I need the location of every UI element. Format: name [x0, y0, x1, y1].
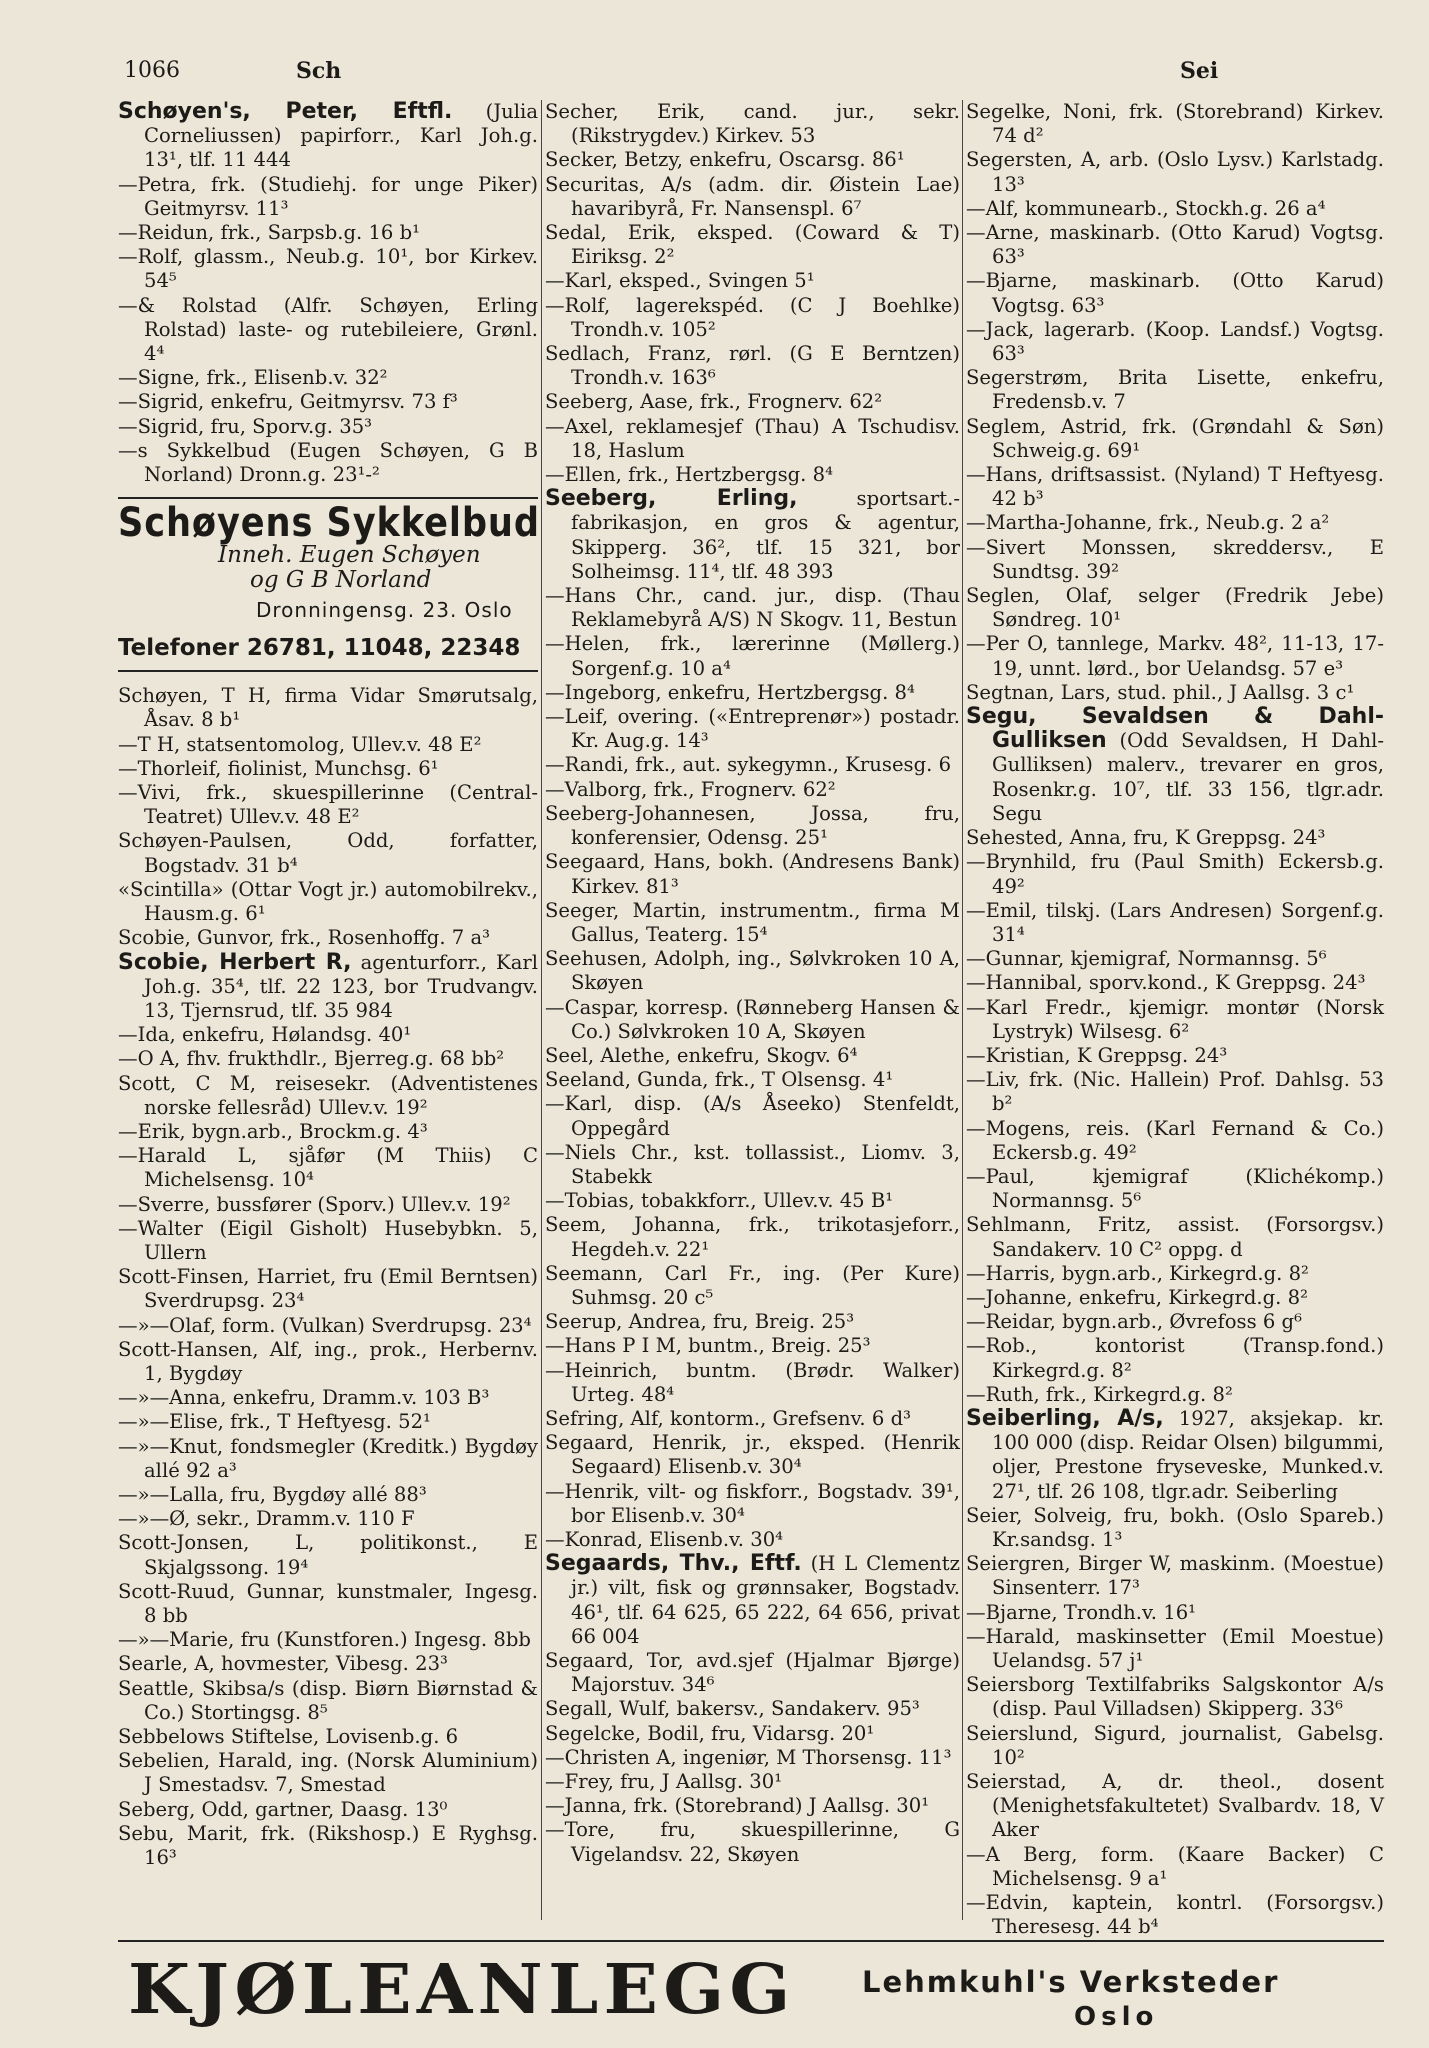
directory-entry: —»—Marie, fru (Kunstforen.) Ingesg. 8bb	[118, 1628, 531, 1652]
directory-entry: —»—Knut, fondsmegler (Kreditk.) Bygdøy allé 92 a³	[118, 1434, 538, 1482]
entry-heading: Segu, Sevaldsen & Dahl-Gulliksen	[966, 704, 1384, 754]
directory-entry: —Hans Chr., cand. jur., disp. (Thau Reklamebyrå A/S) N Skogv. 11, Bestun	[545, 584, 960, 632]
directory-entry: Seeberg, Erling, sportsart.-fabrikasjon, en gros & agentur, Skipperg. 36², tlf. 15 321, bor Solheimsg. 11⁴, tlf. 48 393	[545, 486, 960, 583]
directory-entry: —Reidun, frk., Sarpsb.g. 16 b¹	[118, 221, 421, 245]
directory-entry: Sedlach, Franz, rørl. (G E Berntzen) Trondh.v. 163⁶	[545, 342, 960, 390]
directory-entry: —Helen, frk., lærerinne (Møllerg.) Sorgenf.g. 10 a⁴	[545, 632, 960, 680]
directory-entry: Seier, Solveig, fru, bokh. (Oslo Spareb.) Kr.sandsg. 1³	[966, 1503, 1384, 1551]
kjoleanlegg-ad-heading: KJØLEANLEGG	[128, 1950, 796, 2030]
column-3	[966, 100, 1384, 1939]
directory-entry: Scott-Jonsen, L, politikonst., E Skjalgssong. 19⁴	[118, 1531, 538, 1579]
directory-entry: —»—Lalla, fru, Bygdøy allé 88³	[118, 1482, 427, 1506]
directory-entry: Schøyen-Paulsen, Odd, forfatter, Bogstadv. 31 b⁴	[118, 829, 538, 877]
ad-address: Dronningensg. 23. Oslo	[256, 597, 513, 622]
directory-entry: Seeberg-Johannesen, Jossa, fru, konferensier, Odensg. 25¹	[545, 801, 960, 850]
entry-heading: Schøyen's, Peter, Eftfl.	[118, 99, 453, 124]
directory-entry: Seierslund, Sigurd, journalist, Gabelsg. 10²	[966, 1721, 1384, 1769]
directory-entry: Seglen, Olaf, selger (Fredrik Jebe) Søndreg. 10¹	[966, 584, 1384, 632]
directory-entry: Seiergren, Birger W, maskinm. (Moestue) Sinsenterr. 17³	[966, 1552, 1384, 1600]
directory-entry: —Martha-Johanne, frk., Neub.g. 2 a²	[966, 511, 1330, 535]
directory-entry: Sehested, Anna, fru, K Greppsg. 24³	[966, 826, 1326, 850]
directory-entry: —Brynhild, fru (Paul Smith) Eckersb.g. 49²	[966, 850, 1384, 898]
directory-entry: Scott-Hansen, Alf, ing., prok., Herbernv. 1, Bygdøy	[118, 1337, 538, 1385]
ad-title: Schøyens Sykkelbud	[118, 500, 540, 547]
directory-entry: —Johanne, enkefru, Kirkegrd.g. 8²	[966, 1285, 1308, 1309]
directory-entry: Seierstad, A, dr. theol., dosent (Menighetsfakultetet) Svalbardv. 18, V Aker	[966, 1770, 1384, 1842]
directory-entry: —Alf, kommunearb., Stockh.g. 26 a⁴	[966, 196, 1326, 220]
directory-entry: —Per O, tannlege, Markv. 48², 11-13, 17-19, unnt. lørd., bor Uelandsg. 57 e³	[966, 632, 1384, 680]
directory-entry: —Christen A, ingeniør, M Thorsensg. 11³	[545, 1745, 952, 1769]
directory-entry: Sefring, Alf, kontorm., Grefsenv. 6 d³	[545, 1406, 911, 1430]
directory-entry: Secker, Betzy, enkefru, Oscarsg. 86¹	[545, 148, 905, 172]
directory-entry: —& Rolstad (Alfr. Schøyen, Erling Rolstad) laste- og rutebileiere, Grønl. 4⁴	[118, 293, 538, 366]
directory-entry: —Kristian, K Greppsg. 24³	[966, 1043, 1228, 1067]
directory-entry: —Sivert Monssen, skreddersv., E Sundtsg. 39²	[966, 535, 1384, 583]
directory-entry: Seberg, Odd, gartner, Daasg. 13⁰	[118, 1797, 448, 1821]
directory-entry: —Tobias, tobakkforr., Ullev.v. 45 B¹	[545, 1189, 894, 1213]
directory-entry: —Henrik, vilt- og fiskforr., Bogstadv. 39¹, bor Elisenb.v. 30⁴	[545, 1479, 960, 1527]
directory-entry: —Erik, bygn.arb., Brockm.g. 4³	[118, 1119, 428, 1143]
directory-entry: Sehlmann, Fritz, assist. (Forsorgsv.) Sandakerv. 10 C² oppg. d	[966, 1213, 1384, 1261]
directory-entry: —Sigrid, enkefru, Geitmyrsv. 73 f³	[118, 390, 458, 414]
directory-entry: —»—Anna, enkefru, Dramm.v. 103 B³	[118, 1386, 490, 1410]
directory-entry: Seem, Johanna, frk., trikotasjeforr., Hegdeh.v. 22¹	[545, 1213, 960, 1261]
directory-entry: Schøyen's, Peter, Eftfl. (Julia Corneliussen) papirforr., Karl Joh.g. 13¹, tlf. 11 444	[118, 99, 539, 172]
directory-entry: —Leif, overing. («Entreprenør») postadr. Kr. Aug.g. 14³	[545, 705, 960, 753]
directory-entry: Sebbelows Stiftelse, Lovisenb.g. 6	[118, 1725, 459, 1748]
directory-entry: —Harald, maskinsetter (Emil Moestue) Uelandsg. 57 j¹	[966, 1624, 1384, 1672]
directory-entry: —Edvin, kaptein, kontrl. (Forsorgsv.) Theresesg. 44 b⁴	[966, 1891, 1384, 1939]
column-rule	[541, 100, 542, 1920]
directory-entry: —Ruth, frk., Kirkegrd.g. 8²	[966, 1382, 1233, 1406]
company-city: Oslo	[1074, 2002, 1159, 2032]
directory-entry: —Ellen, frk., Hertzbergsg. 8⁴	[545, 463, 833, 487]
directory-entry: Seel, Alethe, enkefru, Skogv. 6⁴	[545, 1043, 858, 1067]
directory-entry: —Harris, bygn.arb., Kirkegrd.g. 8²	[966, 1261, 1309, 1285]
directory-entry: —Rolf, glassm., Neub.g. 10¹, bor Kirkev. 54⁵	[118, 245, 538, 293]
directory-entry: Segerstrøm, Brita Lisette, enkefru, Fredensb.v. 7	[966, 366, 1384, 414]
directory-entry: —Bjarne, maskinarb. (Otto Karud) Vogtsg. 63³	[966, 269, 1384, 317]
directory-entry: Seattle, Skibsa/s (disp. Biørn Biørnstad & Co.) Stortingsg. 8⁵	[118, 1676, 538, 1724]
directory-entry: —Jack, lagerarb. (Koop. Landsf.) Vogtsg. 63³	[966, 317, 1384, 366]
directory-entry: Securitas, A/s (adm. dir. Øistein Lae) havaribyrå, Fr. Nansenspl. 6⁷	[545, 172, 960, 220]
directory-entry: Segu, Sevaldsen & Dahl-Gulliksen (Odd Sevaldsen, H Dahl-Gulliksen) malerv., trevarer en gros, Rosenkr.g. 10⁷, tlf. 33 156, tlgr.adr. Segu	[966, 704, 1384, 825]
directory-entry: —Signe, frk., Elisenb.v. 32²	[118, 366, 388, 390]
directory-entry: —Janna, frk. (Storebrand) J Aallsg. 30¹	[545, 1794, 930, 1818]
directory-entry: —s Sykkelbud (Eugen Schøyen, G B Norland) Dronn.g. 23¹-²	[118, 438, 538, 487]
directory-entry: Seeberg, Aase, frk., Frognerv. 62²	[545, 390, 883, 414]
directory-entry: Sebu, Marit, frk. (Rikshosp.) E Ryghsg. 16³	[118, 1821, 538, 1870]
directory-entry: —»—Olaf, form. (Vulkan) Sverdrupsg. 23⁴	[118, 1313, 532, 1337]
directory-entry: Seglem, Astrid, frk. (Grøndahl & Søn) Schweig.g. 69¹	[966, 414, 1384, 462]
directory-entry: —Emil, tilskj. (Lars Andresen) Sorgenf.g. 31⁴	[966, 898, 1384, 946]
directory-entry: Seerup, Andrea, fru, Breig. 25³	[545, 1310, 855, 1334]
directory-entry: —Axel, reklamesjef (Thau) A Tschudisv. 18, Haslum	[545, 414, 960, 462]
directory-entry: —Rob., kontorist (Transp.fond.) Kirkegrd.g. 8²	[966, 1334, 1384, 1382]
directory-entry: —Karl, disp. (A/s Åseeko) Stenfeldt, Oppegård	[545, 1092, 960, 1140]
company-name: Lehmkuhl's Verksteder	[862, 1965, 1280, 1999]
directory-entry: —Arne, maskinarb. (Otto Karud) Vogtsg. 63³	[966, 221, 1384, 269]
directory-entry: —Harald L, sjåfør (M Thiis) C Michelsensg. 10⁴	[118, 1144, 538, 1192]
directory-entry: —Hans, driftsassist. (Nyland) T Heftyesg. 42 b³	[966, 463, 1384, 511]
entry-heading: Seeberg, Erling,	[545, 486, 798, 512]
directory-entry: —Ida, enkefru, Hølandsg. 40¹	[118, 1023, 412, 1047]
directory-entry: —Karl Fredr., kjemigr. montør (Norsk Lystryk) Wilsesg. 6²	[966, 995, 1384, 1043]
directory-entry: Segaard, Henrik, jr., eksped. (Henrik Segaard) Elisenb.v. 30⁴	[545, 1431, 960, 1479]
directory-entry: —»—Ø, sekr., Dramm.v. 110 F	[118, 1507, 415, 1531]
directory-entry: Secher, Erik, cand. jur., sekr. (Rikstrygdev.) Kirkev. 53	[545, 100, 960, 148]
directory-entry: —Ingeborg, enkefru, Hertzbergsg. 8⁴	[545, 680, 915, 704]
directory-entry: Segaards, Thv., Eftf. (H L Clementz jr.) vilt, fisk og grønnsaker, Bogstadv. 46¹, tlf. 64 625, 65 222, 64 656, privat 66 004	[545, 1551, 960, 1648]
directory-entry: Seiberling, A/s, 1927, aksjekap. kr. 100 000 (disp. Reidar Olsen) bilgummi, oljer, Prestone fryseveske, Munked.v. 27¹, tlf. 26 108, tlgr.adr. Seiberling	[966, 1405, 1384, 1503]
column-1	[118, 100, 538, 1870]
directory-entry: —Reidar, bygn.arb., Øvrefoss 6 g⁶	[966, 1310, 1302, 1334]
entry-heading: Segaards, Thv., Eftf.	[545, 1551, 802, 1577]
ad-phones: Telefoner 26781, 11048, 22348	[118, 635, 521, 662]
directory-entry: Schøyen, T H, firma Vidar Smørutsalg, Åsav. 8 b¹	[118, 684, 538, 732]
directory-entry: Seiersborg Textilfabriks Salgskontor A/s (disp. Paul Villadsen) Skipperg. 33⁶	[966, 1673, 1384, 1721]
directory-entry: —Caspar, korresp. (Rønneberg Hansen & Co.) Sølvkroken 10 A, Skøyen	[545, 995, 960, 1043]
ad-owner-line: Inneh. Eugen Schøyen	[218, 542, 481, 569]
column-rule	[962, 100, 963, 1920]
directory-entry: —Sverre, bussfører (Sporv.) Ullev.v. 19²	[118, 1192, 511, 1216]
directory-entry: Scott-Ruud, Gunnar, kunstmaler, Ingesg. 8 bb	[118, 1579, 538, 1627]
directory-entry: —»—Elise, frk., T Heftyesg. 52¹	[118, 1410, 431, 1434]
directory-entry: —Sigrid, fru, Sporv.g. 35³	[118, 414, 373, 438]
directory-entry: —Hans P I M, buntm., Breig. 25³	[545, 1334, 871, 1358]
directory-entry: Sedal, Erik, eksped. (Coward & T) Eiriksg. 2²	[545, 221, 960, 269]
directory-entry: —Vivi, frk., skuespillerinne (Central-Teatret) Ullev.v. 48 E²	[118, 781, 538, 829]
directory-entry: —Liv, frk. (Nic. Hallein) Prof. Dahlsg. 53 b²	[966, 1068, 1384, 1116]
directory-entry: —Paul, kjemigraf (Klichékomp.) Normannsg. 5⁶	[966, 1164, 1384, 1213]
directory-entry: Seehusen, Adolph, ing., Sølvkroken 10 A, Skøyen	[545, 947, 960, 995]
directory-entry: —A Berg, form. (Kaare Backer) C Michelsensg. 9 a¹	[966, 1842, 1384, 1890]
directory-entry: —Thorleif, fiolinist, Munchsg. 6¹	[118, 756, 439, 780]
directory-entry: —Bjarne, Trondh.v. 16¹	[966, 1600, 1197, 1624]
directory-entry: —Niels Chr., kst. tollassist., Liomv. 3, Stabekk	[545, 1140, 960, 1188]
page-number: 1066	[124, 58, 180, 83]
directory-entry: —Konrad, Elisenb.v. 30⁴	[545, 1527, 784, 1551]
directory-entry: —Mogens, reis. (Karl Fernand & Co.) Eckersb.g. 49²	[966, 1116, 1384, 1164]
directory-entry: —Rolf, lagerekspéd. (C J Boehlke) Trondh.v. 105²	[545, 293, 960, 341]
directory-entry: —Hannibal, sporv.kond., K Greppsg. 24³	[966, 971, 1366, 995]
directory-entry: Segersten, A, arb. (Oslo Lysv.) Karlstadg. 13³	[966, 148, 1384, 196]
left-guide-word: Sch	[296, 58, 342, 84]
directory-entry: —Heinrich, buntm. (Brødr. Walker) Urteg. 48⁴	[545, 1358, 960, 1406]
directory-entry: —Valborg, frk., Frognerv. 62²	[545, 777, 836, 801]
directory-entry: Segall, Wulf, bakersv., Sandakerv. 95³	[545, 1697, 920, 1721]
directory-entry: Seeger, Martin, instrumentm., firma M Gallus, Teaterg. 15⁴	[545, 898, 960, 946]
directory-entry: Segelcke, Bodil, fru, Vidarsg. 20¹	[545, 1721, 875, 1745]
directory-entry: —Randi, frk., aut. sykegymn., Krusesg. 6	[545, 753, 952, 777]
directory-entry: Scott-Finsen, Harriet, fru (Emil Berntsen) Sverdrupsg. 23⁴	[118, 1265, 538, 1313]
column-2	[545, 100, 960, 1867]
ad-owner-line: og G B Norland	[250, 566, 432, 593]
directory-entry: Seeland, Gunda, frk., T Olsensg. 4¹	[545, 1068, 894, 1092]
directory-entry: Sebelien, Harald, ing. (Norsk Aluminium) J Smestadsv. 7, Smestad	[118, 1749, 538, 1797]
directory-entry: Segaard, Tor, avd.sjef (Hjalmar Bjørge) Majorstuv. 34⁶	[545, 1649, 960, 1697]
directory-entry: Scobie, Gunvor, frk., Rosenhoffg. 7 a³	[118, 926, 491, 950]
directory-entry: —Tore, fru, skuespillerinne, G Vigelandsv. 22, Skøyen	[545, 1818, 960, 1866]
directory-entry: —Petra, frk. (Studiehj. for unge Piker) Geitmyrsv. 11³	[118, 172, 538, 220]
directory-entry: —Frey, fru, J Aallsg. 30¹	[545, 1770, 783, 1794]
directory-entry: —Walter (Eigil Gisholt) Husebybkn. 5, Ullern	[118, 1216, 538, 1264]
directory-entry: Seegaard, Hans, bokh. (Andresens Bank) Kirkev. 81³	[545, 850, 960, 898]
footer-rule	[118, 1940, 1384, 1942]
entry-heading: Scobie, Herbert R,	[118, 949, 352, 975]
right-guide-word: Sei	[1180, 58, 1219, 84]
directory-entry: «Scintilla» (Ottar Vogt jr.) automobilrekv., Hausm.g. 6¹	[118, 877, 538, 926]
directory-entry: Searle, A, hovmester, Vibesg. 23³	[118, 1652, 448, 1676]
directory-entry: Segtnan, Lars, stud. phil., J Aallsg. 3 c¹	[966, 680, 1355, 704]
directory-entry: —O A, fhv. frukthdlr., Bjerreg.g. 68 bb²	[118, 1047, 505, 1071]
schoyens-sykkelbud-ad	[118, 497, 538, 672]
directory-entry: —Karl, eksped., Svingen 5¹	[545, 269, 815, 293]
directory-entry: Scott, C M, reisesekr. (Adventistenes norske fellesråd) Ullev.v. 19²	[118, 1071, 538, 1119]
directory-entry: Seemann, Carl Fr., ing. (Per Kure) Suhmsg. 20 c⁵	[545, 1261, 960, 1309]
directory-entry: —Gunnar, kjemigraf, Normannsg. 5⁶	[966, 947, 1327, 971]
directory-entry: —T H, statsentomolog, Ullev.v. 48 E²	[118, 732, 482, 756]
directory-entry: Segelke, Noni, frk. (Storebrand) Kirkev. 74 d²	[966, 100, 1384, 148]
entry-heading: Seiberling, A/s,	[966, 1405, 1164, 1431]
directory-entry: Scobie, Herbert R, agenturforr., Karl Joh.g. 35⁴, tlf. 22 123, bor Trudvangv. 13, Tjernsrud, tlf. 35 984	[118, 949, 539, 1022]
